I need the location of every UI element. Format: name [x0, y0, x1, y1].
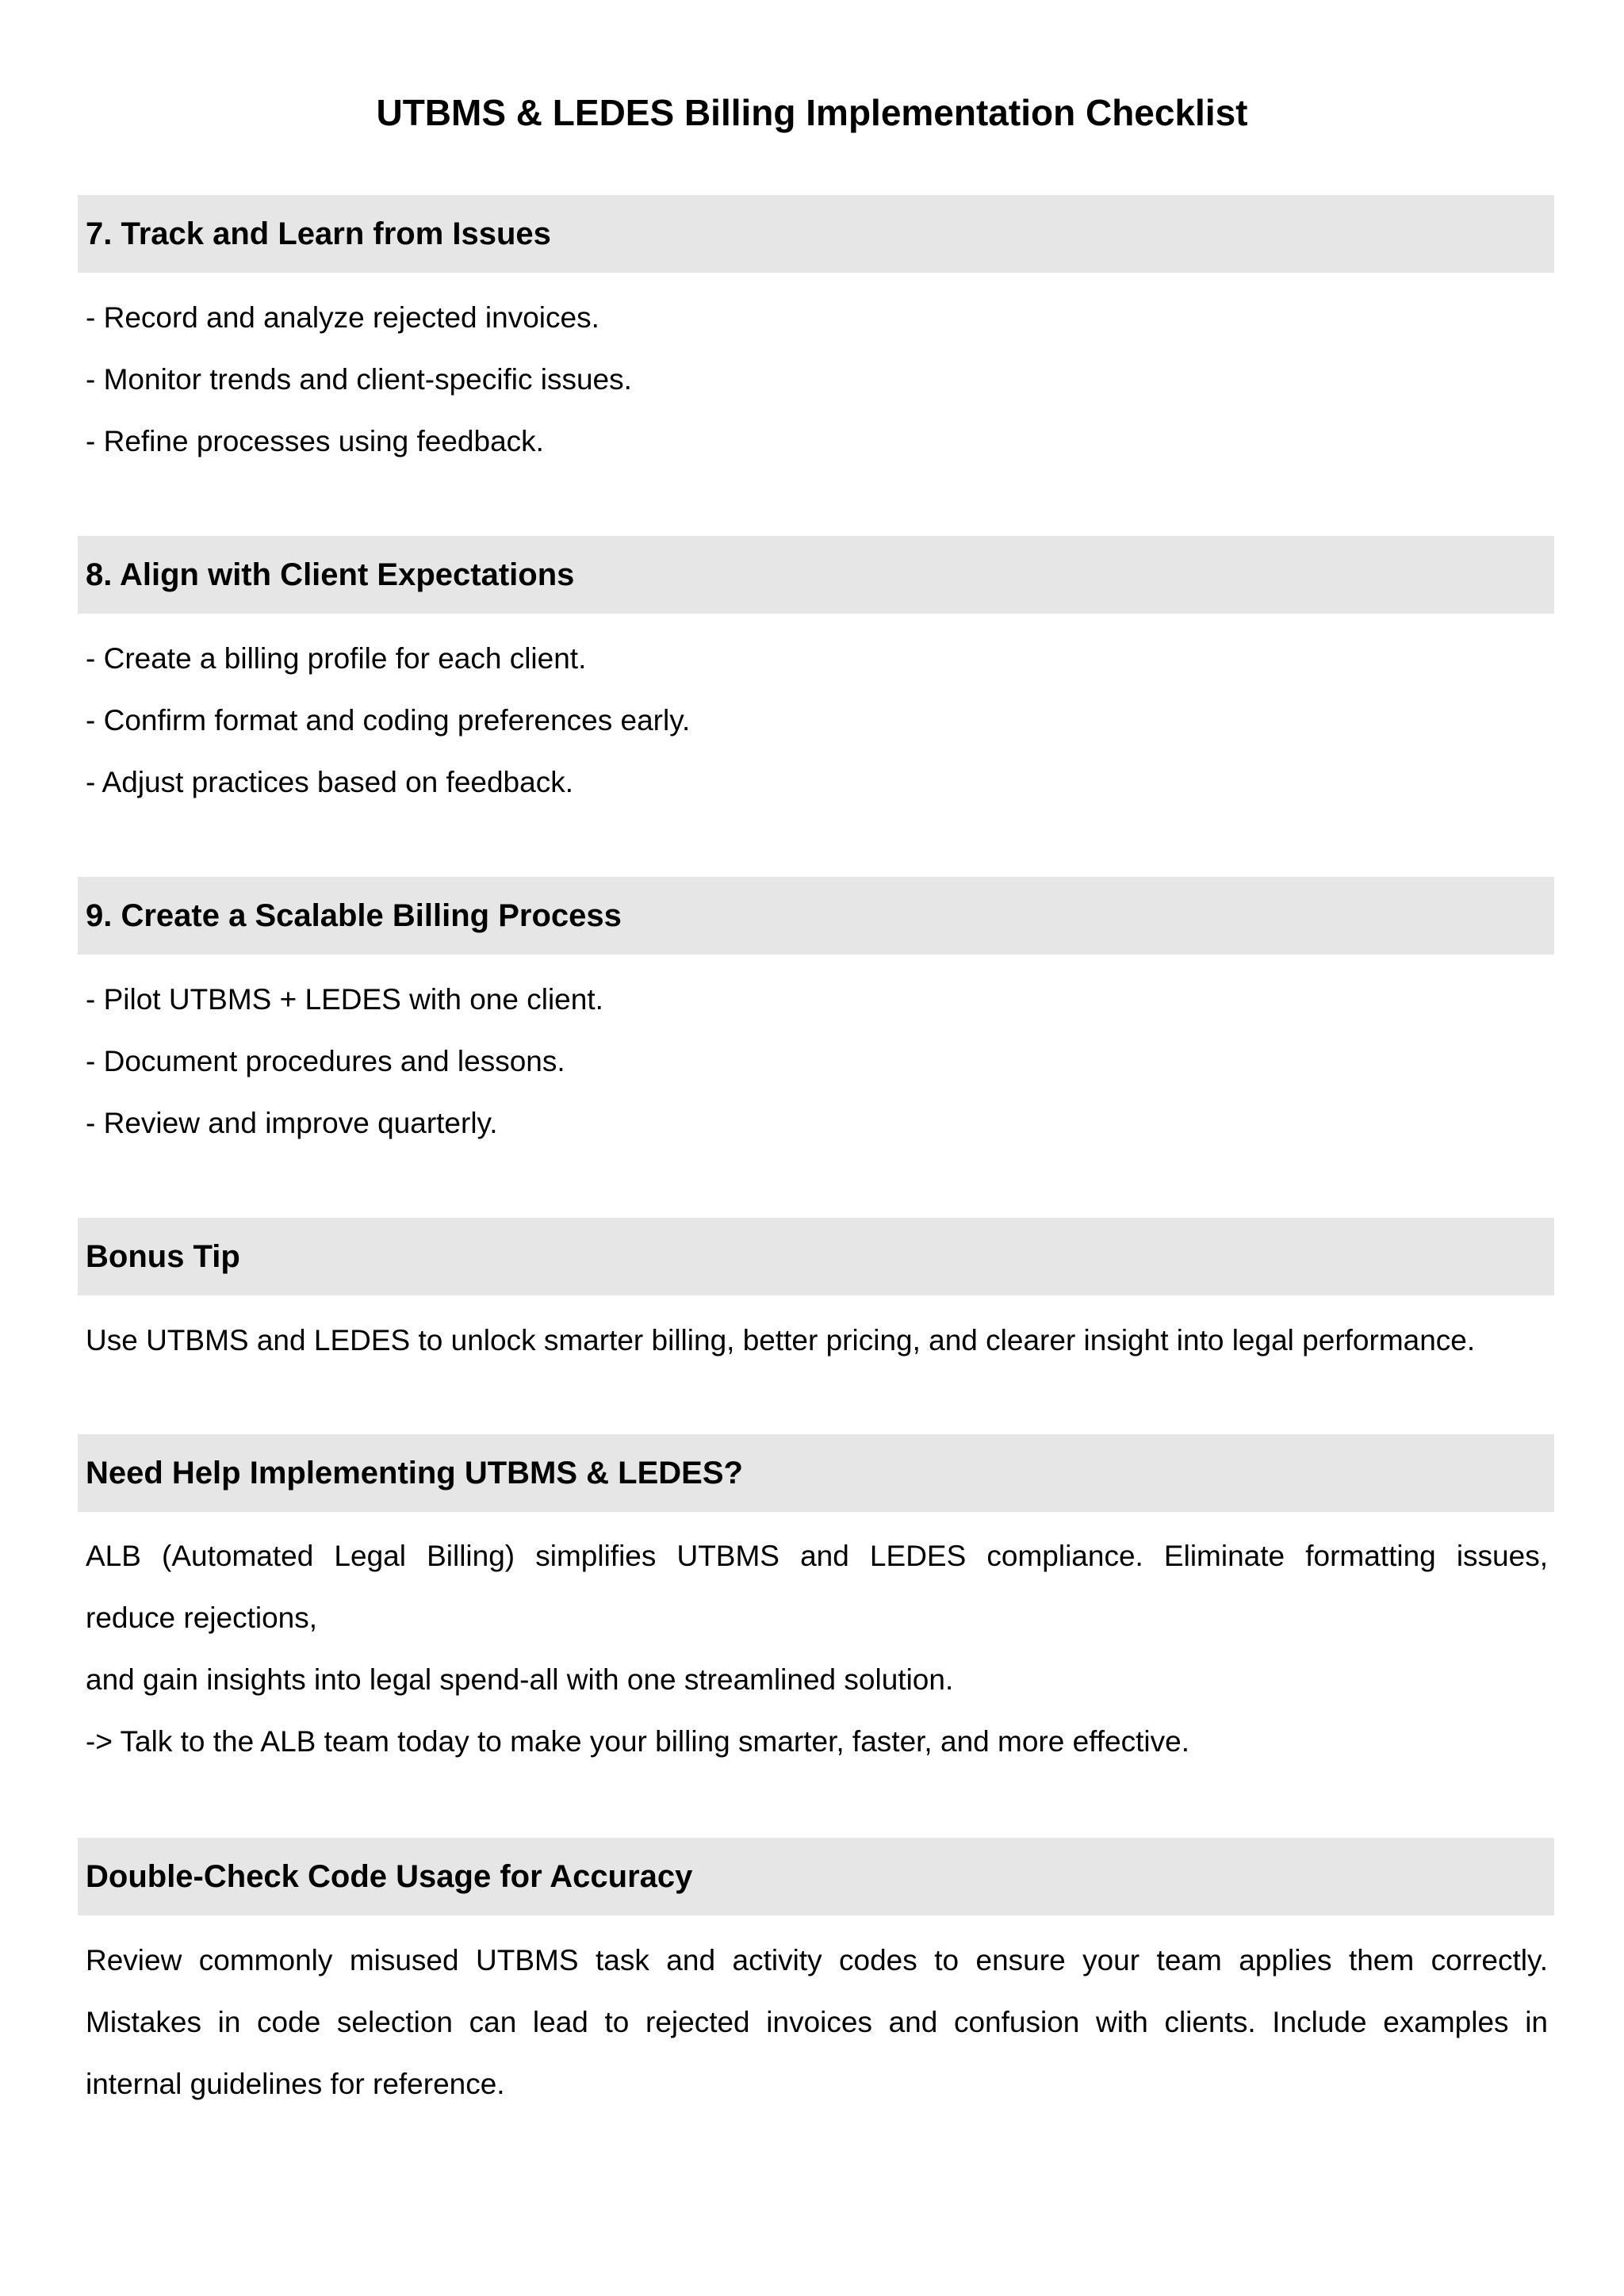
call-to-action-line: -> Talk to the ALB team today to make your billing smarter, faster, and more effective.: [86, 1725, 1189, 1758]
checklist-item: - Pilot UTBMS + LEDES with one client.: [86, 983, 603, 1016]
checklist-item: - Review and improve quarterly.: [86, 1107, 498, 1139]
section-heading-double-check: Double-Check Code Usage for Accuracy: [78, 1838, 1554, 1915]
paragraph-line: internal guidelines for reference.: [86, 2068, 505, 2100]
document-title: UTBMS & LEDES Billing Implementation Checklist: [376, 92, 1248, 133]
section-heading-need-help: Need Help Implementing UTBMS & LEDES?: [78, 1434, 1554, 1512]
paragraph-line: ALB (Automated Legal Billing) simplifies UTBMS and LEDES compliance. Eliminate formatting issues,: [86, 1540, 1548, 1572]
checklist-item: - Record and analyze rejected invoices.: [86, 301, 599, 334]
section-heading-track-issues: 7. Track and Learn from Issues: [78, 195, 1554, 273]
paragraph-line: reduce rejections,: [86, 1601, 318, 1634]
checklist-item: - Document procedures and lessons.: [86, 1045, 565, 1077]
section-heading-bonus-tip: Bonus Tip: [78, 1218, 1554, 1295]
section-heading-scalable-process: 9. Create a Scalable Billing Process: [78, 877, 1554, 955]
checklist-item: - Confirm format and coding preferences early.: [86, 704, 691, 737]
checklist-item: - Adjust practices based on feedback.: [86, 766, 573, 798]
checklist-item: - Create a billing profile for each client.: [86, 642, 587, 675]
checklist-item: - Refine processes using feedback.: [86, 425, 544, 457]
paragraph-line: Review commonly misused UTBMS task and activity codes to ensure your team applies them correctly.: [86, 1944, 1548, 1976]
paragraph-line: and gain insights into legal spend-all with one streamlined solution.: [86, 1663, 954, 1696]
section-heading-client-expectations: 8. Align with Client Expectations: [78, 536, 1554, 614]
checklist-item: - Monitor trends and client-specific issues.: [86, 363, 632, 396]
bonus-tip-text: Use UTBMS and LEDES to unlock smarter billing, better pricing, and clearer insight into legal performance.: [86, 1324, 1476, 1357]
paragraph-line: Mistakes in code selection can lead to rejected invoices and confusion with clients. Include examples in: [86, 2006, 1548, 2038]
